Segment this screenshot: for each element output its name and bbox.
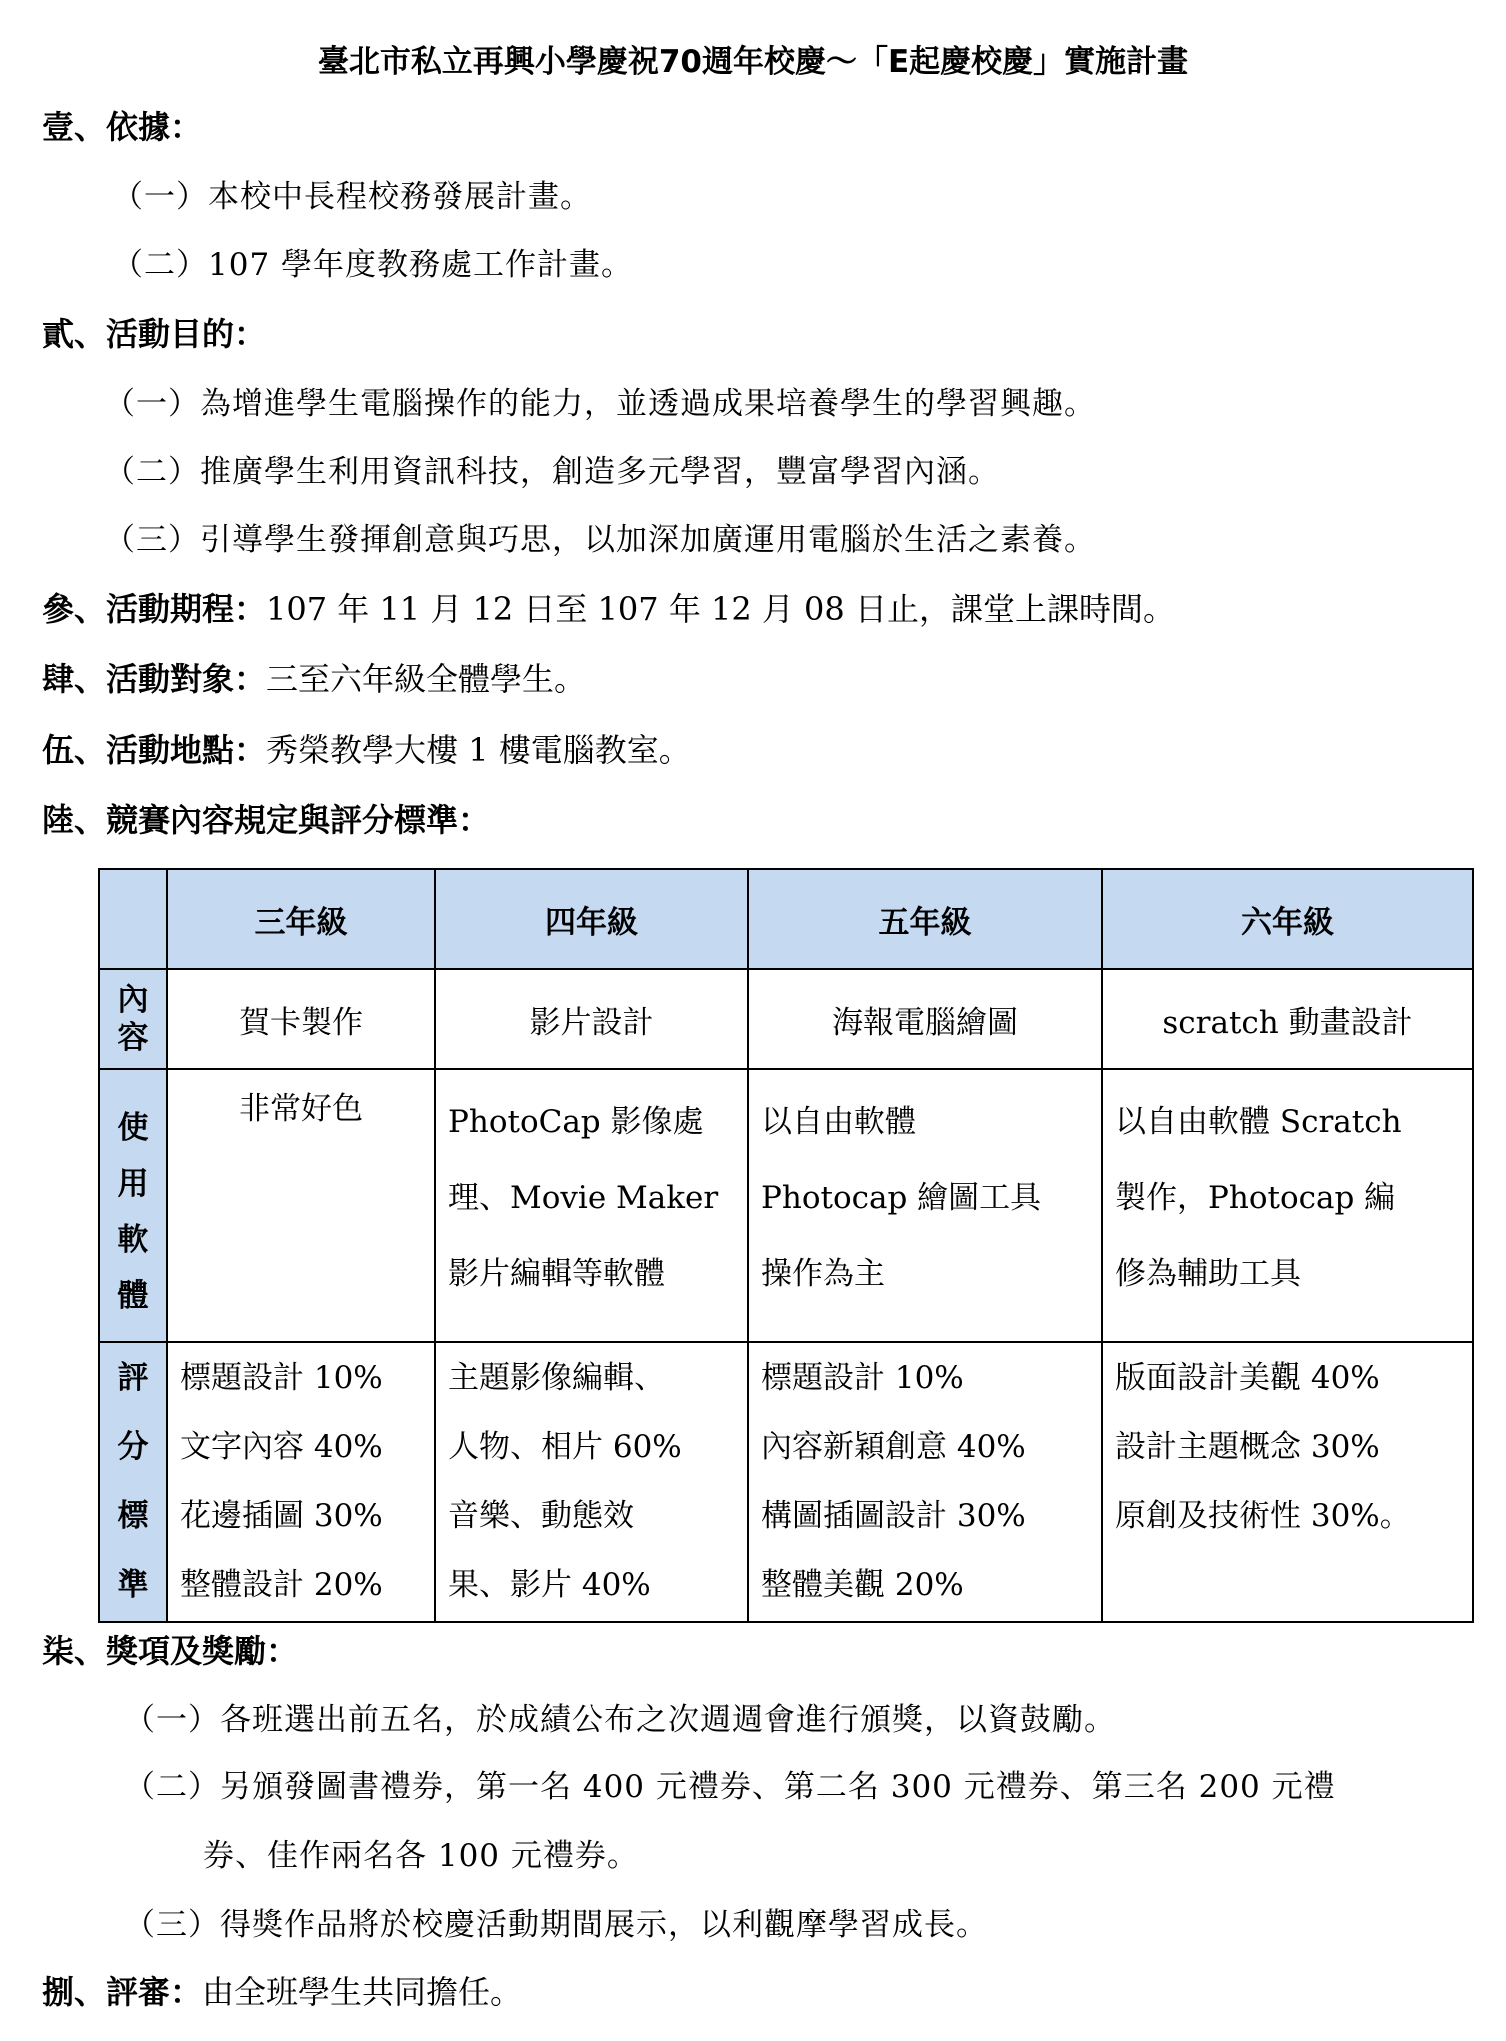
section-basis [42, 107, 202, 147]
content-grade-3: 賀卡製作 [167, 969, 435, 1069]
section-basis-heading: 壹、依據： [42, 108, 203, 146]
software-grade-4: PhotoCap 影像處 理、Movie Maker 影片編輯等軟體 [435, 1069, 748, 1342]
content-grade-4: 影片設計 [435, 969, 748, 1069]
section-awards [42, 1631, 298, 1671]
section-purpose [42, 314, 266, 354]
section-criteria-heading: 陸、競賽內容規定與評分標準： [42, 801, 491, 839]
section-schedule [42, 589, 1175, 629]
document-title: 臺北市私立再興小學慶祝70週年校慶～「E起慶校慶」實施計畫 [317, 44, 1189, 80]
section-judging-text: 由全班學生共同擔任。 [202, 1973, 523, 2011]
basis-item-2: （二）107 學年度教務處工作計畫。 [112, 247, 634, 283]
section-location-text: 秀榮教學大樓 1 樓電腦教室。 [266, 731, 691, 769]
basis-item-1: （一）本校中長程校務發展計畫。 [112, 179, 592, 215]
section-location [42, 730, 691, 770]
awards-item-2-cont: 券、佳作兩名各 100 元禮券。 [203, 1838, 639, 1874]
section-participants [42, 659, 586, 699]
grade-3-header: 三年級 [167, 869, 435, 969]
table-row-content [99, 969, 1473, 1069]
row-label-scoring: 評 分 標 準 [99, 1342, 167, 1622]
section-awards-heading: 柒、獎項及獎勵： [42, 1632, 299, 1670]
awards-item-2: （二）另頒發圖書禮券，第一名 400 元禮券、第二名 300 元禮券、第三名 200 元禮 [124, 1769, 1336, 1805]
section-judging [42, 1972, 522, 2012]
section-schedule-text: 107 年 11 月 12 日至 107 年 12 月 08 日止，課堂上課時間。 [266, 590, 1175, 628]
section-schedule-heading: 參、活動期程： [42, 590, 267, 628]
grade-4-header: 四年級 [435, 869, 748, 969]
content-grade-6: scratch 動畫設計 [1102, 969, 1473, 1069]
section-location-heading: 伍、活動地點： [42, 731, 267, 769]
criteria-table [98, 868, 1474, 1623]
grade-5-header: 五年級 [748, 869, 1102, 969]
purpose-item-1: （一）為增進學生電腦操作的能力，並透過成果培養學生的學習興趣。 [104, 386, 1096, 422]
scoring-grade-3: 標題設計 10% 文字內容 40% 花邊插圖 30% 整體設計 20% [167, 1342, 435, 1622]
purpose-item-2: （二）推廣學生利用資訊科技，創造多元學習，豐富學習內涵。 [104, 454, 1000, 490]
awards-item-1: （一）各班選出前五名，於成績公布之次週週會進行頒獎，以資鼓勵。 [124, 1702, 1116, 1738]
awards-item-3: （三）得獎作品將於校慶活動期間展示，以利觀摩學習成長。 [124, 1907, 988, 1943]
software-grade-5: 以自由軟體 Photocap 繪圖工具 操作為主 [748, 1069, 1102, 1342]
table-corner-cell [99, 869, 167, 969]
section-judging-heading: 捌、評審： [42, 1973, 203, 2011]
scoring-grade-5: 標題設計 10% 內容新穎創意 40% 構圖插圖設計 30% 整體美觀 20% [748, 1342, 1102, 1622]
content-grade-5: 海報電腦繪圖 [748, 969, 1102, 1069]
section-purpose-heading: 貳、活動目的： [42, 315, 267, 353]
section-participants-text: 三至六年級全體學生。 [266, 660, 587, 698]
grade-6-header: 六年級 [1102, 869, 1473, 969]
software-grade-6: 以自由軟體 Scratch 製作，Photocap 編 修為輔助工具 [1102, 1069, 1473, 1342]
row-label-content: 內 容 [99, 969, 167, 1069]
row-label-software: 使 用 軟 體 [99, 1069, 167, 1342]
software-grade-3: 非常好色 [167, 1069, 435, 1342]
purpose-item-3: （三）引導學生發揮創意與巧思，以加深加廣運用電腦於生活之素養。 [104, 522, 1096, 558]
table-header-row [99, 869, 1473, 969]
table-row-software [99, 1069, 1473, 1342]
section-criteria [42, 800, 490, 840]
section-participants-heading: 肆、活動對象： [42, 660, 267, 698]
table-row-scoring [99, 1342, 1473, 1622]
scoring-grade-4: 主題影像編輯、 人物、相片 60% 音樂、動態效 果、影片 40% [435, 1342, 748, 1622]
scoring-grade-6: 版面設計美觀 40% 設計主題概念 30% 原創及技術性 30%。 [1102, 1342, 1473, 1622]
